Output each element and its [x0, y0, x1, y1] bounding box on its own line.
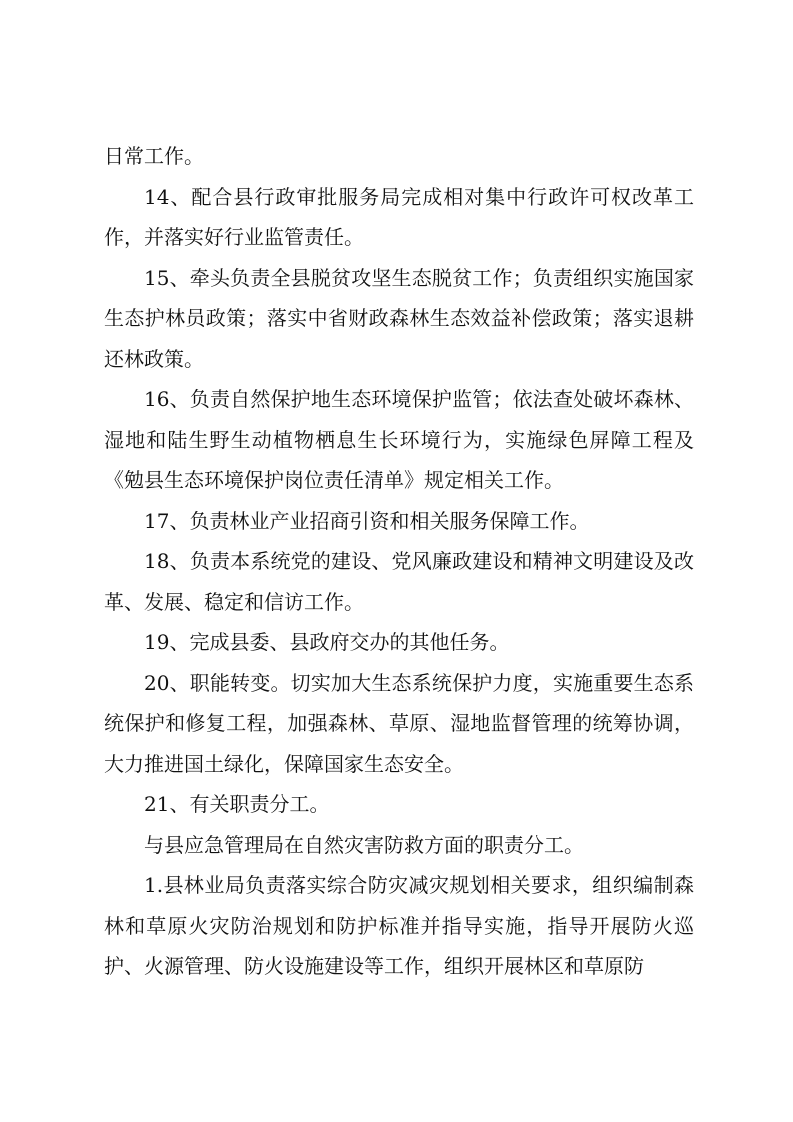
paragraph-item-18: 18、负责本系统党的建设、党风廉政建设和精神文明建设及改革、发展、稳定和信访工作。	[104, 549, 694, 614]
paragraph-item-20: 20、职能转变。切实加大生态系统保护力度，实施重要生态系统保护和修复工程，加强森林、草原、湿地监督管理的统筹协调，大力推进国土绿化，保障国家生态安全。	[104, 670, 694, 776]
document-body	[104, 136, 694, 987]
paragraph-item-16: 16、负责自然保护地生态环境保护监管；依法查处破坏森林、湿地和陆生野生动植物栖息生长环境行为，实施绿色屏障工程及《勉县生态环境保护岗位责任清单》规定相关工作。	[104, 387, 694, 492]
paragraph-item-21: 21、有关职责分工。	[144, 792, 330, 816]
paragraph-subitem-1: 1.县林业局负责落实综合防灾减灾规划相关要求，组织编制森林和草原火灾防治规划和防护标准并指导实施，指导开展防火巡护、火源管理、防火设施建设等工作，组织开展林区和草原防	[104, 873, 694, 978]
paragraph-item-19: 19、完成县委、县政府交办的其他任务。	[144, 630, 510, 654]
paragraph-item-15: 15、牵头负责全县脱贫攻坚生态脱贫工作；负责组织实施国家生态护林员政策；落实中省财政森林生态效益补偿政策；落实退耕还林政策。	[104, 265, 694, 371]
paragraph-continuation: 日常工作。	[104, 144, 204, 168]
paragraph-item-17: 17、负责林业产业招商引资和相关服务保障工作。	[144, 508, 590, 533]
paragraph-division-intro: 与县应急管理局在自然灾害防救方面的职责分工。	[144, 832, 584, 857]
paragraph-item-14: 14、配合县行政审批服务局完成相对集中行政许可权改革工作，并落实好行业监管责任。	[104, 184, 694, 249]
